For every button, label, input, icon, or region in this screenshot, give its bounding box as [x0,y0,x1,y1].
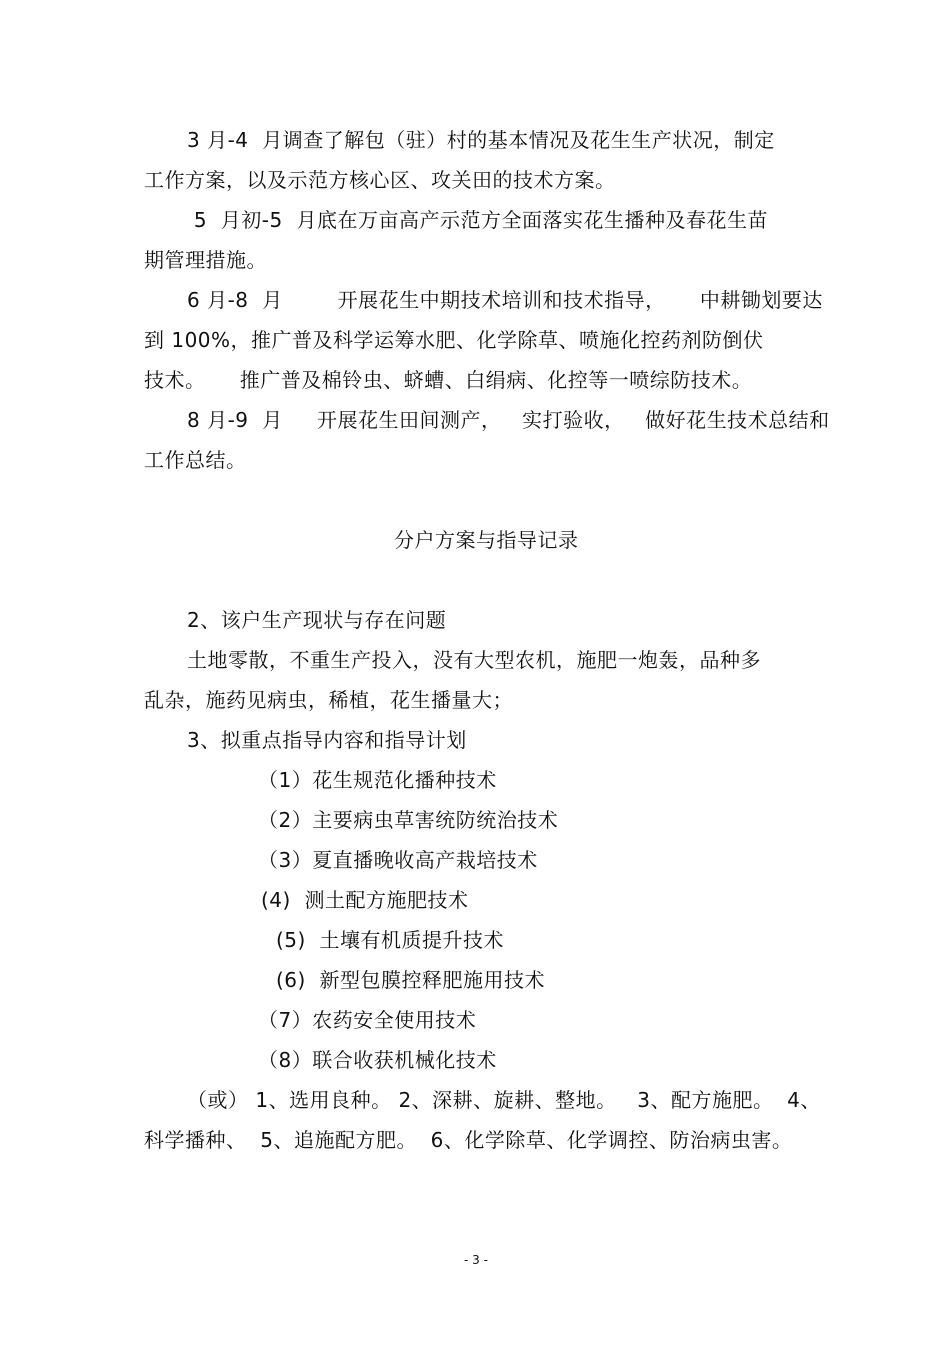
plan-item: （1）花生规范化播种技术 [258,768,497,792]
section-title: 分户方案与指导记录 [394,528,579,552]
plan-alternative-line-1: （或） 1、选用良种。 2、深耕、旋耕、整地。 3、配方施肥。 4、 [187,1088,821,1112]
plan-item: （8）联合收获机械化技术 [258,1048,497,1072]
status-heading: 2、该户生产现状与存在问题 [187,608,447,632]
plan-heading: 3、拟重点指导内容和指导计划 [187,728,467,752]
plan-item: (5) 土壤有机质提升技术 [276,928,505,952]
plan-alternative-line-2: 科学播种、 5、追施配方肥。 6、化学除草、化学调控、防治病虫害。 [144,1128,793,1152]
schedule-may-line-1: 5 月初-5 月底在万亩高产示范方全面落实花生播种及春花生苗 [187,208,768,232]
schedule-mar-apr-line-1: 3 月-4 月调查了解包（驻）村的基本情况及花生生产状况，制定 [187,128,775,152]
plan-item: （2）主要病虫草害统防统治技术 [258,808,559,832]
plan-item: (4) 测土配方施肥技术 [261,888,469,912]
plan-item: (6) 新型包膜控释肥施用技术 [276,968,546,992]
schedule-may-line-2: 期管理措施。 [144,248,267,272]
schedule-jun-aug-line-3: 技术。 推广普及棉铃虫、蛴螬、白绢病、化控等一喷综防技术。 [144,368,753,392]
plan-item: （7）农药安全使用技术 [258,1008,477,1032]
plan-item: （3）夏直播晚收高产栽培技术 [258,848,538,872]
status-line-2: 乱杂，施药见病虫，稀植，花生播量大； [144,688,513,712]
page-number: - 3 - [464,1253,488,1267]
schedule-jun-aug-line-1: 6 月-8 月 开展花生中期技术培训和技术指导， 中耕锄划要达 [187,288,823,312]
schedule-aug-sep-line-2: 工作总结。 [144,448,247,472]
schedule-jun-aug-line-2: 到 100%，推广普及科学运筹水肥、化学除草、喷施化控药剂防倒伏 [144,328,764,352]
status-line-1: 土地零散，不重生产投入，没有大型农机，施肥一炮轰，品种多 [187,648,761,672]
schedule-aug-sep-line-1: 8 月-9 月 开展花生田间测产， 实打验收， 做好花生技术总结和 [187,408,830,432]
schedule-mar-apr-line-2: 工作方案，以及示范方核心区、攻关田的技术方案。 [144,168,616,192]
